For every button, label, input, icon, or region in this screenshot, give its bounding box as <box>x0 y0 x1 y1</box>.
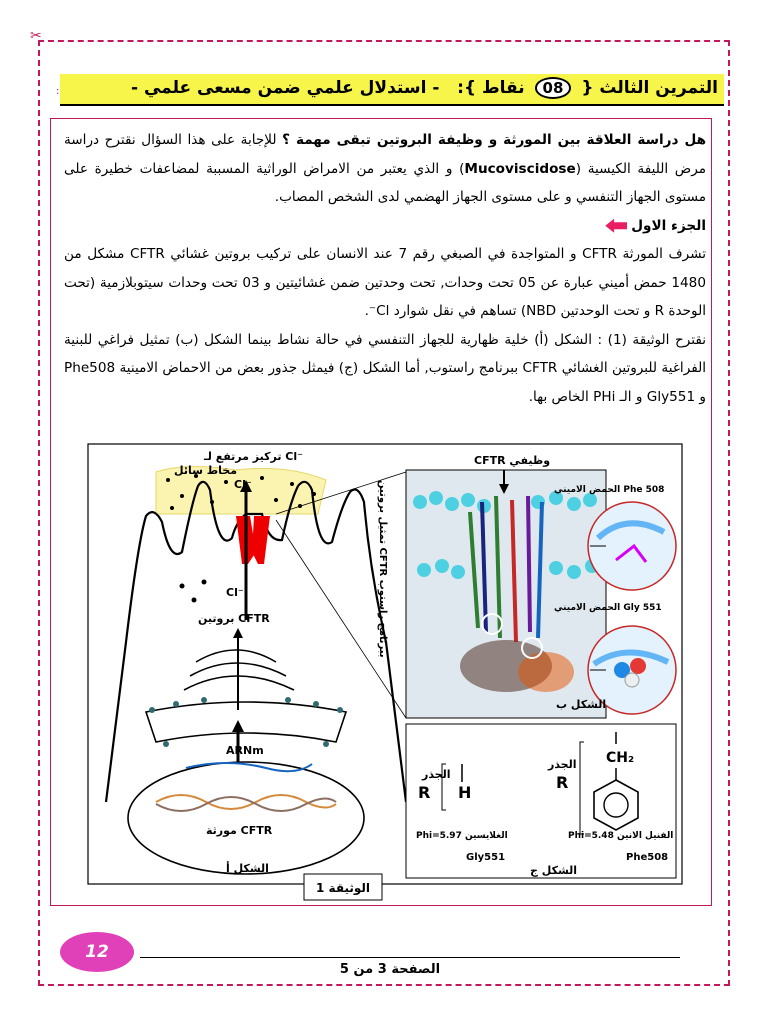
points-badge: 08 <box>535 77 572 99</box>
intro-question: هل دراسة العلاقة بين المورثة و وظيفة البروتين تبقى مهمة ؟ <box>282 132 707 148</box>
title-prefix: التمرين الثالث { <box>581 78 718 98</box>
phe-phi-label: Phi=5.48 الفنيل الانين <box>568 831 674 841</box>
phe508-label: الحمض الاميني Phe 508 <box>554 485 665 495</box>
exercise-title-band <box>60 74 724 106</box>
fig-b-caption: الشكل ب <box>556 698 607 711</box>
intro-paragraph <box>64 126 706 212</box>
cftr-gene-label: مورثة CFTR <box>206 824 273 837</box>
arrow-left-icon <box>605 219 627 233</box>
part1-paragraph-2: نقترح الوثيقة (1) : الشكل (أ) خلية ظهارية للجهاز التنفسي في حالة نشاط بينما الشكل (ب) تمثيل فراغي للبنية الفراغية للبروتين الغشائي CFTR ببرنامج راستوب, أما الشكل (ج) فيمثل جذور بعض من الاحماض الامينية Phe508 و Gly551 و الـ PHi الخاص بها. <box>64 331 707 405</box>
page-indicator: الصفحة 3 من 5 <box>339 962 441 977</box>
intro-text-1: للإجابة على هذا السؤال نقترح دراسة مرض الليفة الكيسية ( <box>64 132 707 177</box>
gly551-label: الحمض الاميني Gly 551 <box>554 603 662 613</box>
mark-icon: : <box>56 86 60 97</box>
title-mid: نقاط }: <box>457 78 525 98</box>
cl-top-label: Cl⁻ <box>234 478 252 491</box>
rasmol-vertical-label: تمثيل بروتين CFTR ببرنامج راستوب <box>377 480 388 658</box>
phe-r-label: R <box>556 773 569 792</box>
ch2-label: CH₂ <box>606 750 635 766</box>
part1-heading-text: الجزء الاول <box>631 217 706 234</box>
arnm-label: ARNm <box>226 744 264 757</box>
footer-rule <box>140 957 680 958</box>
gly-root-label: الجذر <box>422 768 451 781</box>
mucus-label: مخاط سائل <box>174 464 238 477</box>
exercise-text <box>64 126 706 411</box>
exercise-title <box>131 77 718 99</box>
gly-phi-label: Phi=5.97 الغلايسين <box>416 831 508 841</box>
title-suffix: - استدلال علمي ضمن مسعى علمي - <box>131 78 440 98</box>
high-cl-label: تركيز مرتفع لـ Cl⁻ <box>204 450 303 463</box>
part1-heading <box>64 212 706 241</box>
gly-r-label: R <box>418 783 431 802</box>
part1-paragraph-1: تشرف المورثة CFTR و المتواجدة في الصبغي رقم 7 عند الانسان على تركيب بروتين غشائي CFTR مشكل من 1480 حمض أميني عبارة عن 05 تحت وحدات, تحت وحدتين ضمن غشائيتين و 03 تحت وحدات سيتوبلازمية (تحت الوحدة R و تحت الوحدتين NBD) تساهم في نقل شوارد Cl⁻. <box>64 246 706 319</box>
mucoviscidose-term: Mucoviscidose <box>464 160 576 177</box>
fig-c-caption: الشكل ج <box>530 864 578 877</box>
page-number-badge: 12 <box>60 932 134 972</box>
scissors-icon: ✂ <box>30 28 42 44</box>
phe-root-label: الجذر <box>548 758 577 771</box>
document-1-figure <box>86 442 684 904</box>
gly-h-label: H <box>458 783 472 802</box>
functional-cftr-label: CFTR وظيفي <box>474 454 551 467</box>
phe508-name: Phe508 <box>626 852 669 863</box>
cl-bottom-label: Cl⁻ <box>226 586 244 599</box>
fig-a-caption: الشكل أ <box>226 862 269 875</box>
cftr-protein-label: بروتين CFTR <box>198 612 270 625</box>
document-label: الوثيقة 1 <box>316 881 370 895</box>
gly551-name: Gly551 <box>466 852 506 863</box>
intro-text-2: ) و الذي يعتبر من الامراض الوراثية المسببة لمضاعفات خطيرة على مستوى الجهاز التنفسي و على مستوى الجهاز الهضمي لدى الشخص المصاب. <box>64 160 706 205</box>
